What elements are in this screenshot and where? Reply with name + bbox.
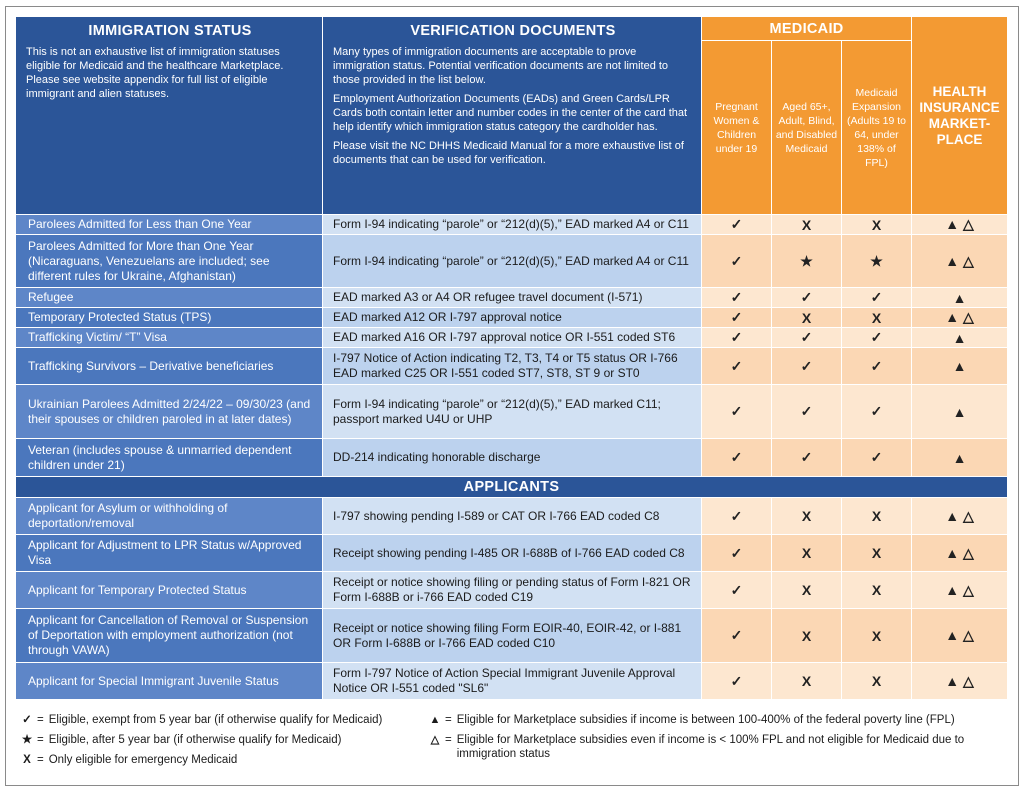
status-cell: Parolees Admitted for Less than One Year [16, 215, 323, 235]
aged-cell: ★ [772, 235, 842, 288]
legend-equals: = [445, 734, 452, 746]
aged-cell: X [772, 609, 842, 663]
legend-item [20, 733, 420, 747]
applicants-title: APPLICANTS [16, 477, 1008, 498]
expansion-cell: X [842, 498, 912, 535]
table-row [16, 348, 1008, 385]
legend-equals: = [445, 714, 452, 726]
pregnant-cell: ✓ [702, 498, 772, 535]
marketplace-cell: ▲ △ [912, 609, 1008, 663]
marketplace-cell: ▲ △ [912, 663, 1008, 700]
pregnant-cell: ✓ [702, 572, 772, 609]
expansion-cell: X [842, 215, 912, 235]
aged-cell: X [772, 498, 842, 535]
docs-header-note-1: Many types of immigration documents are acceptable to prove immigration status. Potential verification documents are not limited to those provided in the list below. [333, 46, 669, 86]
marketplace-cell: ▲ △ [912, 235, 1008, 288]
filled-triangle-icon: ▲ [429, 714, 441, 726]
docs-cell: Form I-94 indicating “parole” or “212(d)(5),” EAD marked A4 or C11 [323, 215, 702, 235]
pregnant-cell: ✓ [702, 609, 772, 663]
eligibility-table [15, 16, 1008, 700]
docs-cell: EAD marked A3 or A4 OR refugee travel document (I-571) [323, 288, 702, 308]
expansion-cell: X [842, 535, 912, 572]
star-icon: ★ [21, 734, 33, 746]
status-cell: Applicant for Temporary Protected Status [16, 572, 323, 609]
x-icon: X [23, 754, 31, 766]
check-icon: ✓ [22, 714, 32, 726]
header-row [16, 17, 1008, 41]
aged-cell: ✓ [772, 328, 842, 348]
pregnant-cell: ✓ [702, 385, 772, 439]
expansion-cell: X [842, 572, 912, 609]
marketplace-cell: ▲ △ [912, 572, 1008, 609]
marketplace-cell: ▲ [912, 328, 1008, 348]
applicants-section-row [16, 477, 1008, 498]
table-row [16, 663, 1008, 700]
docs-cell: I-797 Notice of Action indicating T2, T3, T4 or T5 status OR I-766 EAD marked C25 OR I-551 coded ST7, ST8, ST 9 or ST0 [323, 348, 702, 385]
status-cell: Temporary Protected Status (TPS) [16, 308, 323, 328]
legend-equals: = [37, 754, 44, 766]
pregnant-cell: ✓ [702, 663, 772, 700]
status-cell: Applicant for Adjustment to LPR Status w/Approved Visa [16, 535, 323, 572]
aged-cell: X [772, 535, 842, 572]
pregnant-cell: ✓ [702, 328, 772, 348]
expansion-cell: ✓ [842, 385, 912, 439]
pregnant-cell: ✓ [702, 235, 772, 288]
status-cell: Applicant for Special Immigrant Juvenile Status [16, 663, 323, 700]
marketplace-cell: ▲ [912, 288, 1008, 308]
expansion-cell: X [842, 663, 912, 700]
status-cell: Applicant for Cancellation of Removal or Suspension of Deportation with employment authorization (not through VAWA) [16, 609, 323, 663]
marketplace-cell: ▲ [912, 385, 1008, 439]
docs-cell: Form I-94 indicating “parole” or “212(d)(5),” EAD marked C11; passport marked U4U or UHP [323, 385, 702, 439]
legend-filled-text: Eligible for Marketplace subsidies if income is between 100-400% of the federal poverty line (FPL) [456, 714, 955, 726]
docs-cell: Receipt or notice showing filing or pending status of Form I-821 OR Form I-688B or i-766 EAD coded C19 [323, 572, 702, 609]
col-pregnant-header: Pregnant Women & Children under 19 [702, 41, 772, 215]
marketplace-cell: ▲ △ [912, 498, 1008, 535]
col-aged-header: Aged 65+, Adult, Blind, and Disabled Medicaid [772, 41, 842, 215]
docs-header-title: VERIFICATION DOCUMENTS [410, 23, 616, 39]
table-row [16, 498, 1008, 535]
expansion-cell: X [842, 308, 912, 328]
table-row [16, 308, 1008, 328]
status-cell: Veteran (includes spouse & unmarried dependent children under 21) [16, 439, 323, 477]
aged-cell: X [772, 215, 842, 235]
docs-header-note-2: Employment Authorization Documents (EADs) and Green Cards/LPR Cards both contain letter and number codes in the center of the card that help identify which immigration status category the cardholder has. [333, 93, 688, 133]
pregnant-cell: ✓ [702, 308, 772, 328]
table-row [16, 235, 1008, 288]
legend-x-text: Only eligible for emergency Medicaid [48, 754, 238, 766]
legend-check-text: Eligible, exempt from 5 year bar (if otherwise qualify for Medicaid) [48, 714, 383, 726]
aged-cell: X [772, 572, 842, 609]
legend-equals: = [37, 734, 44, 746]
pregnant-cell: ✓ [702, 348, 772, 385]
marketplace-cell: ▲ [912, 439, 1008, 477]
status-cell: Applicant for Asylum or withholding of deportation/removal [16, 498, 323, 535]
legend-right [428, 713, 1013, 767]
docs-cell: DD-214 indicating honorable discharge [323, 439, 702, 477]
marketplace-header: HEALTH INSURANCE MARKET-PLACE [912, 17, 1008, 215]
expansion-cell: ✓ [842, 288, 912, 308]
legend-open-text: Eligible for Marketplace subsidies even if income is < 100% FPL and not eligible for Medicaid due to immigration status [456, 734, 965, 760]
aged-cell: ✓ [772, 348, 842, 385]
status-cell: Parolees Admitted for More than One Year (Nicaraguans, Venezuelans are included; see different rules for Ukraine, Afghanistan) [16, 235, 323, 288]
pregnant-cell: ✓ [702, 288, 772, 308]
marketplace-cell: ▲ [912, 348, 1008, 385]
docs-cell: I-797 showing pending I-589 or CAT OR I-766 EAD coded C8 [323, 498, 702, 535]
aged-cell: ✓ [772, 385, 842, 439]
aged-cell: ✓ [772, 288, 842, 308]
open-triangle-icon: △ [430, 734, 440, 746]
docs-header [323, 17, 702, 215]
docs-cell: EAD marked A16 OR I-797 approval notice OR I-551 coded ST6 [323, 328, 702, 348]
legend-star-text: Eligible, after 5 year bar (if otherwise qualify for Medicaid) [48, 734, 342, 746]
status-header [16, 17, 323, 215]
status-cell: Trafficking Victim/ “T” Visa [16, 328, 323, 348]
table-row [16, 215, 1008, 235]
table-row [16, 439, 1008, 477]
status-cell: Trafficking Survivors – Derivative beneficiaries [16, 348, 323, 385]
expansion-cell: ★ [842, 235, 912, 288]
legend-item [20, 713, 420, 727]
aged-cell: X [772, 663, 842, 700]
aged-cell: ✓ [772, 439, 842, 477]
docs-header-note-3: Please visit the NC DHHS Medicaid Manual for a more exhaustive list of documents that can be used for verification. [333, 140, 684, 166]
expansion-cell: ✓ [842, 328, 912, 348]
marketplace-cell: ▲ △ [912, 308, 1008, 328]
docs-cell: Form I-797 Notice of Action Special Immigrant Juvenile Approval Notice OR I-551 coded "SL6" [323, 663, 702, 700]
medicaid-header: MEDICAID [702, 17, 912, 41]
legend-equals: = [37, 714, 44, 726]
status-cell: Refugee [16, 288, 323, 308]
status-header-title: IMMIGRATION STATUS [88, 23, 252, 39]
docs-cell: Receipt or notice showing filing Form EOIR-40, EOIR-42, or I-881 OR Form I-688B or I-766 EAD coded C10 [323, 609, 702, 663]
docs-cell: Receipt showing pending I-485 OR I-688B of I-766 EAD coded C8 [323, 535, 702, 572]
table-row [16, 609, 1008, 663]
pregnant-cell: ✓ [702, 215, 772, 235]
table-row [16, 535, 1008, 572]
marketplace-cell: ▲ △ [912, 535, 1008, 572]
expansion-cell: ✓ [842, 348, 912, 385]
status-cell: Ukrainian Parolees Admitted 2/24/22 – 09/30/23 (and their spouses or children paroled in at later dates) [16, 385, 323, 439]
docs-cell: EAD marked A12 OR I-797 approval notice [323, 308, 702, 328]
docs-cell: Form I-94 indicating “parole” or “212(d)(5),” EAD marked A4 or C11 [323, 235, 702, 288]
expansion-cell: X [842, 609, 912, 663]
pregnant-cell: ✓ [702, 535, 772, 572]
pregnant-cell: ✓ [702, 439, 772, 477]
table-row [16, 572, 1008, 609]
expansion-cell: ✓ [842, 439, 912, 477]
legend-item [428, 733, 1013, 761]
marketplace-cell: ▲ △ [912, 215, 1008, 235]
col-expansion-header: Medicaid Expansion (Adults 19 to 64, under 138% of FPL) [842, 41, 912, 215]
legend-item [428, 713, 1013, 727]
legend-item [20, 753, 420, 767]
aged-cell: X [772, 308, 842, 328]
table-row [16, 288, 1008, 308]
legend-left [20, 713, 420, 773]
table-row [16, 328, 1008, 348]
table-row [16, 385, 1008, 439]
status-header-note: This is not an exhaustive list of immigration statuses eligible for Medicaid and the healthcare Marketplace. Please see website appendix for full list of eligible immigrant and alien statuses. [26, 46, 284, 100]
